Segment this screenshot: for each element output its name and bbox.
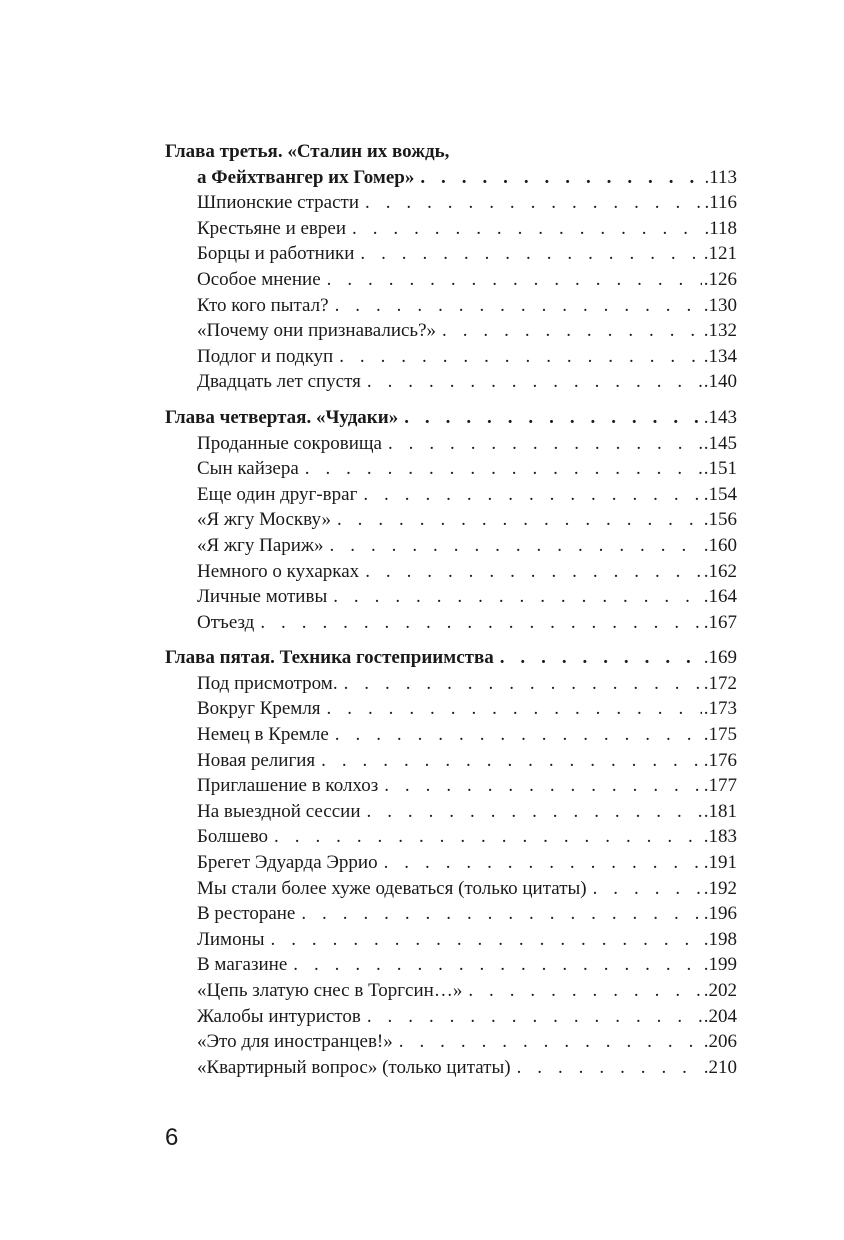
chapter-title: Глава третья. «Сталин их вождь, (165, 141, 450, 162)
toc-entry (165, 482, 737, 508)
toc-entry (165, 671, 737, 697)
toc-entry (165, 507, 737, 533)
entry-title: Проданные сокровища (197, 432, 382, 454)
entry-title: Немного о кухарках (197, 560, 360, 582)
page-ref: .116 (704, 192, 737, 214)
entry-title: Вокруг Кремля (197, 698, 321, 720)
toc-entry (165, 584, 737, 610)
leader-dots (361, 1004, 702, 1030)
leader-dots (299, 456, 702, 482)
page-ref: .118 (704, 217, 737, 239)
page-ref: .198 (703, 928, 737, 950)
leader-dots (324, 533, 702, 559)
leader-dots (361, 799, 702, 825)
chapter-4 (165, 405, 737, 635)
toc-entry (165, 696, 737, 722)
page-ref: .210 (703, 1056, 737, 1078)
entry-title: «Я жгу Москву» (197, 509, 331, 531)
chapter-title: а Фейхтвангер их Гомер» (197, 166, 415, 188)
leader-dots (287, 952, 702, 978)
toc-entry (165, 824, 737, 850)
leader-dots (462, 978, 701, 1004)
page-ref: .183 (703, 826, 737, 848)
page-ref: .156 (703, 509, 737, 531)
toc-entry (165, 190, 737, 216)
page-ref: .140 (703, 371, 737, 393)
page-ref: .126 (703, 268, 737, 290)
entry-title: Новая религия (197, 749, 316, 771)
entry-title: «Квартирный вопрос» (только цитаты) (197, 1056, 511, 1078)
leader-dots (338, 671, 702, 697)
leader-dots (268, 824, 702, 850)
leader-dots (494, 645, 702, 671)
leader-dots (414, 165, 702, 191)
page-ref: .173 (703, 698, 737, 720)
entry-title: В магазине (197, 954, 288, 976)
page-ref: .191 (703, 852, 737, 874)
page-ref: .202 (703, 980, 737, 1001)
page-ref: .176 (703, 749, 737, 771)
entry-title: Жалобы интуристов (197, 1005, 361, 1027)
leader-dots (327, 584, 702, 610)
toc-entry (165, 610, 737, 636)
page-ref: .206 (703, 1031, 737, 1053)
toc-entry (165, 799, 737, 825)
toc-entry (165, 241, 737, 267)
leader-dots (346, 216, 702, 242)
chapter-3-title-line2 (165, 165, 737, 191)
entry-title: Подлог и подкуп (197, 345, 334, 367)
leader-dots (436, 318, 702, 344)
page-ref: .192 (703, 877, 737, 899)
toc-entry (165, 927, 737, 953)
toc-entry (165, 978, 737, 1004)
leader-dots (329, 722, 702, 748)
page-ref: .160 (703, 534, 737, 556)
toc-entry (165, 216, 737, 242)
toc-entry (165, 293, 737, 319)
page-ref: .154 (703, 483, 737, 505)
leader-dots (357, 482, 701, 508)
chapter-3-title-line1 (165, 139, 737, 165)
toc-entry (165, 1004, 737, 1030)
page-ref: .177 (703, 775, 737, 797)
toc-entry (165, 722, 737, 748)
leader-dots (361, 369, 702, 395)
toc-entry (165, 267, 737, 293)
chapter-5-title (165, 645, 737, 671)
leader-dots (331, 507, 702, 533)
entry-title: Шпионские страсти (197, 192, 359, 214)
page-ref: .199 (703, 954, 737, 976)
page-ref: .204 (703, 1005, 737, 1027)
leader-dots (315, 748, 702, 774)
leader-dots (295, 901, 701, 927)
page-ref: .151 (703, 458, 737, 480)
entry-title: Брегет Эдуарда Эррио (197, 852, 378, 874)
entry-title: «Это для иностранцев!» (197, 1031, 393, 1053)
toc-entry (165, 1055, 737, 1081)
entry-title: Отъезд (197, 611, 255, 633)
toc-entry (165, 344, 737, 370)
entry-title: Болшево (197, 826, 269, 848)
page-ref: .145 (703, 432, 737, 454)
chapter-title: Глава пятая. Техника гостеприимства (165, 647, 494, 669)
entry-title: Двадцать лет спустя (197, 371, 361, 393)
toc-entry (165, 748, 737, 774)
entry-title: Сын кайзера (197, 458, 299, 480)
page-ref: .143 (703, 406, 737, 428)
entry-title: Мы стали более хуже одеваться (только цитаты) (197, 877, 587, 899)
toc-entry (165, 533, 737, 559)
toc-entry (165, 850, 737, 876)
page-ref: .175 (703, 724, 737, 746)
page-ref: .132 (703, 320, 737, 342)
page-ref: .181 (703, 800, 737, 822)
leader-dots (321, 696, 702, 722)
entry-title: «Цепь златую снес в Торгсин…» (197, 980, 463, 1001)
leader-dots (354, 241, 701, 267)
toc-entry (165, 876, 737, 902)
page-ref: .196 (703, 903, 737, 925)
page-ref: .164 (703, 586, 737, 608)
page-ref: .113 (704, 166, 737, 188)
toc-entry (165, 559, 737, 585)
entry-title: «Почему они признавались?» (197, 320, 437, 342)
page-ref: .167 (703, 611, 737, 633)
chapter-title: Глава четвертая. «Чудаки» (165, 406, 399, 428)
toc-entry (165, 456, 737, 482)
entry-title: Еще один друг-враг (197, 483, 358, 505)
entry-title: Борцы и работники (197, 243, 355, 265)
toc-entry (165, 369, 737, 395)
page-number: 6 (165, 1124, 179, 1151)
toc-entry (165, 1029, 737, 1055)
entry-title: В ресторане (197, 903, 296, 925)
leader-dots (378, 850, 702, 876)
entry-title: Немец в Кремле (197, 724, 329, 746)
entry-title: На выездной сессии (197, 800, 361, 822)
leader-dots (359, 559, 702, 585)
chapter-3 (165, 139, 737, 395)
toc-entry (165, 318, 737, 344)
page-ref: .121 (703, 243, 737, 265)
entry-title: Особое мнение (197, 268, 321, 290)
leader-dots (511, 1055, 702, 1081)
entry-title: Крестьяне и евреи (197, 217, 346, 239)
toc-entry (165, 901, 737, 927)
leader-dots (393, 1029, 702, 1055)
chapter-4-title (165, 405, 737, 431)
entry-title: Кто кого пытал? (197, 294, 329, 316)
entry-title: Под присмотром. (197, 672, 338, 694)
page-ref: .169 (703, 647, 737, 669)
toc-entry (165, 952, 737, 978)
leader-dots (254, 610, 701, 636)
leader-dots (382, 431, 702, 457)
leader-dots (329, 293, 702, 319)
leader-dots (398, 405, 702, 431)
page-ref: .134 (703, 345, 737, 367)
page-ref: .130 (703, 294, 737, 316)
entry-title: «Я жгу Париж» (197, 534, 324, 556)
leader-dots (321, 267, 702, 293)
entry-title: Личные мотивы (197, 586, 328, 608)
leader-dots (378, 773, 702, 799)
chapter-5 (165, 645, 737, 1080)
toc-entry (165, 431, 737, 457)
entry-title: Приглашение в колхоз (197, 775, 379, 797)
page-ref: .172 (703, 672, 737, 694)
page-ref: .162 (703, 560, 737, 582)
leader-dots (333, 344, 702, 370)
entry-title: Лимоны (197, 928, 265, 950)
leader-dots (359, 190, 702, 216)
leader-dots (587, 876, 702, 902)
table-of-contents (165, 139, 737, 1090)
toc-entry (165, 773, 737, 799)
leader-dots (265, 927, 702, 953)
